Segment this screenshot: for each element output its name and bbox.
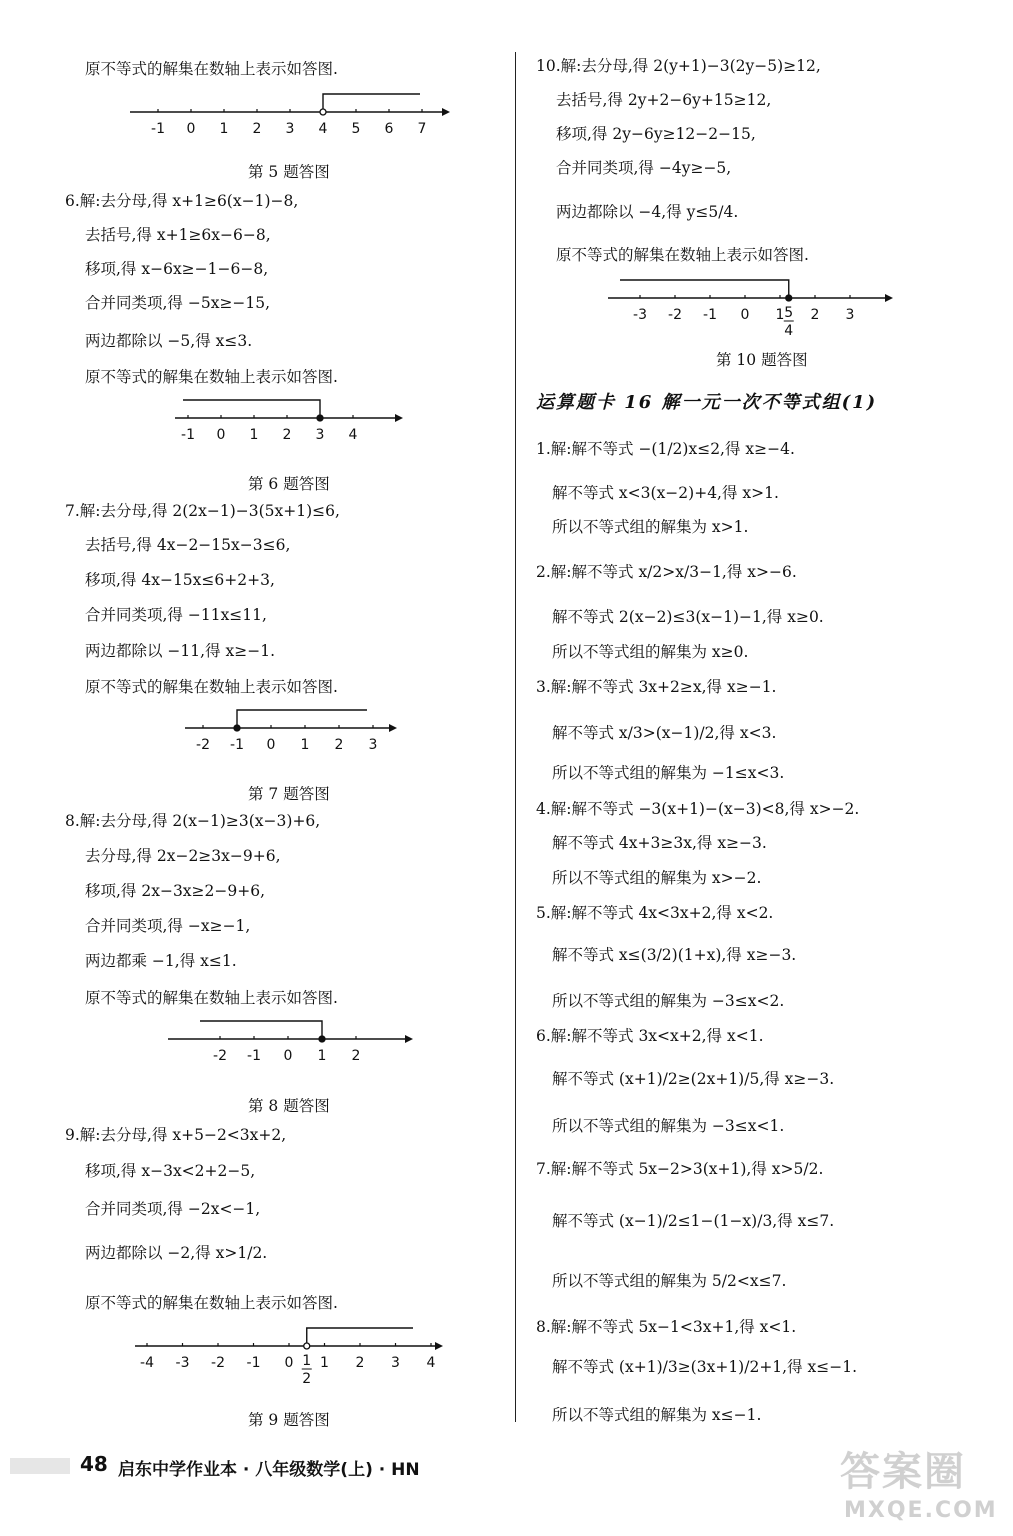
q6-line: 合并同类项,得 −5x≥−15, (85, 294, 271, 312)
footer-decoration (10, 1458, 70, 1474)
tick-label: 5 (351, 121, 361, 137)
answer-line: 解不等式 x<3(x−2)+4,得 x>1. (552, 484, 779, 502)
tick-label: 2 (810, 307, 820, 323)
q10-line: 合并同类项,得 −4y≥−5, (556, 159, 732, 177)
tick-label-fraction (302, 1353, 312, 1387)
q5-intro: 原不等式的解集在数轴上表示如答图. (85, 60, 338, 78)
answer-line: 2.解:解不等式 x/2>x/3−1,得 x>−6. (536, 563, 797, 581)
tick-label: 0 (283, 1048, 293, 1064)
axis-arrow (405, 1035, 413, 1043)
answer-line: 所以不等式组的解集为 −3≤x<2. (552, 992, 785, 1010)
q6-line: 两边都除以 −5,得 x≤3. (85, 332, 253, 350)
tick-label: -3 (175, 1355, 190, 1371)
solution-ray (620, 280, 789, 298)
watermark-url: MXQE.COM (844, 1498, 998, 1523)
tick-label: 0 (216, 427, 226, 443)
closed-endpoint (234, 725, 240, 731)
tick-label: 7 (417, 121, 427, 137)
q9-line: 移项,得 x−3x<2+2−5, (85, 1162, 256, 1180)
answer-line: 所以不等式组的解集为 −1≤x<3. (552, 764, 785, 782)
q6-caption: 第 6 题答图 (248, 475, 330, 493)
axis-arrow (389, 724, 397, 732)
q6-number-line (175, 398, 415, 442)
watermark-text: 答案圈 (840, 1449, 966, 1495)
tick-label: 2 (355, 1355, 365, 1371)
q10-number-line (608, 278, 898, 339)
answer-line: 4.解:解不等式 −3(x+1)−(x−3)<8,得 x>−2. (536, 800, 860, 818)
q8-line: 去分母,得 2x−2≥3x−9+6, (85, 847, 281, 865)
tick-label: -3 (633, 307, 647, 323)
axis-arrow (395, 414, 403, 422)
answer-line: 3.解:解不等式 3x+2≥x,得 x≥−1. (536, 678, 777, 696)
tick-label: 0 (284, 1355, 294, 1371)
tick-label: 0 (266, 737, 276, 753)
q6-line: 移项,得 x−6x≥−1−6−8, (85, 260, 269, 278)
axis-arrow (885, 294, 893, 302)
q6-line: 去括号,得 x+1≥6x−6−8, (85, 226, 271, 244)
q8-line: 移项,得 2x−3x≥2−9+6, (85, 882, 266, 900)
q10-caption: 第 10 题答图 (716, 351, 808, 369)
open-endpoint (304, 1343, 310, 1349)
closed-endpoint (319, 1036, 325, 1042)
answer-line: 6.解:解不等式 3x<x+2,得 x<1. (536, 1027, 764, 1045)
q8-number-line (168, 1019, 418, 1063)
q9-caption: 第 9 题答图 (248, 1411, 330, 1429)
answer-line: 7.解:解不等式 5x−2>3(x+1),得 x>5/2. (536, 1160, 824, 1178)
tick-label: 4 (426, 1355, 436, 1371)
tick-label: -2 (211, 1355, 225, 1371)
answer-line: 解不等式 x/3>(x−1)/2,得 x<3. (552, 724, 777, 742)
tick-label: 1 (300, 737, 310, 753)
tick-label: 1 (219, 121, 229, 137)
open-endpoint (320, 109, 326, 115)
watermark-logo (840, 1440, 1010, 1536)
tick-label: 2 (282, 427, 292, 443)
q8-caption: 第 8 题答图 (248, 1097, 330, 1115)
tick-label: -2 (213, 1048, 227, 1064)
answer-line: 解不等式 4x+3≥3x,得 x≥−3. (552, 834, 767, 852)
q7-line: 原不等式的解集在数轴上表示如答图. (85, 678, 338, 696)
q9-line: 合并同类项,得 −2x<−1, (85, 1200, 261, 1218)
answer-line: 8.解:解不等式 5x−1<3x+1,得 x<1. (536, 1318, 797, 1336)
answer-line: 解不等式 x≤(3/2)(1+x),得 x≥−3. (552, 946, 797, 964)
q8-line: 原不等式的解集在数轴上表示如答图. (85, 989, 338, 1007)
axis-arrow (442, 108, 450, 116)
tick-label: 3 (391, 1355, 400, 1371)
answer-line: 所以不等式组的解集为 x≤−1. (552, 1406, 762, 1424)
q6-line: 6.解:去分母,得 x+1≥6(x−1)−8, (65, 192, 299, 210)
q10-line: 两边都除以 −4,得 y≤5/4. (556, 203, 739, 221)
tick-label: 3 (845, 307, 855, 323)
tick-label: -1 (181, 427, 195, 443)
tick-label: 2 (334, 737, 344, 753)
answer-line: 5.解:解不等式 4x<3x+2,得 x<2. (536, 904, 774, 922)
q9-line: 9.解:去分母,得 x+5−2<3x+2, (65, 1126, 287, 1144)
tick-label: 2 (351, 1048, 361, 1064)
tick-label: 1 (249, 427, 259, 443)
tick-label: -4 (140, 1355, 154, 1371)
answer-line: 所以不等式组的解集为 5/2<x≤7. (552, 1272, 787, 1290)
q8-line: 合并同类项,得 −x≥−1, (85, 917, 251, 935)
q10-line: 10.解:去分母,得 2(y+1)−3(2y−5)≥12, (536, 57, 821, 75)
tick-label: 6 (384, 121, 394, 137)
q8-line: 8.解:去分母,得 2(x−1)≥3(x−3)+6, (65, 812, 321, 830)
tick-label: 3 (285, 121, 295, 137)
tick-label: 1 (320, 1355, 329, 1371)
q10-line: 移项,得 2y−6y≥12−2−15, (556, 125, 756, 143)
svg-text:5: 5 (784, 305, 794, 321)
tick-label: -2 (668, 307, 682, 323)
q7-line: 7.解:去分母,得 2(2x−1)−3(5x+1)≤6, (65, 502, 340, 520)
tick-label-fraction (784, 305, 794, 339)
q7-line: 两边都除以 −11,得 x≥−1. (85, 642, 275, 660)
svg-text:2: 2 (302, 1371, 312, 1387)
tick-label: 0 (740, 307, 750, 323)
page-number: 48 (80, 1452, 108, 1476)
q10-line: 去括号,得 2y+2−6y+15≥12, (556, 91, 772, 109)
svg-text:4: 4 (784, 323, 794, 339)
tick-label: 4 (348, 427, 358, 443)
answer-line: 解不等式 (x+1)/3≥(3x+1)/2+1,得 x≤−1. (552, 1358, 858, 1376)
q7-number-line (185, 708, 405, 752)
q5-caption: 第 5 题答图 (248, 163, 330, 181)
column-divider (515, 52, 516, 1422)
tick-label: -1 (246, 1355, 261, 1371)
q7-line: 移项,得 4x−15x≤6+2+3, (85, 571, 275, 589)
answer-line: 解不等式 2(x−2)≤3(x−1)−1,得 x≥0. (552, 608, 824, 626)
q7-line: 合并同类项,得 −11x≤11, (85, 606, 267, 624)
tick-label: 3 (315, 427, 325, 443)
tick-label: 1 (317, 1048, 327, 1064)
q9-line: 两边都除以 −2,得 x>1/2. (85, 1244, 268, 1262)
tick-label: 4 (318, 121, 328, 137)
answer-line: 1.解:解不等式 −(1/2)x≤2,得 x≥−4. (536, 440, 795, 458)
q9-line: 原不等式的解集在数轴上表示如答图. (85, 1294, 338, 1312)
q5-number-line (130, 92, 460, 136)
answer-line: 所以不等式组的解集为 x>1. (552, 518, 749, 536)
answer-line: 所以不等式组的解集为 −3≤x<1. (552, 1117, 785, 1135)
tick-label: -1 (703, 307, 717, 323)
section-heading: 运算题卡 16 解一元一次不等式组(1) (536, 392, 878, 413)
closed-endpoint (317, 415, 323, 421)
solution-ray (200, 1021, 322, 1039)
tick-label: 3 (368, 737, 378, 753)
q10-line: 原不等式的解集在数轴上表示如答图. (556, 246, 809, 264)
axis-arrow (435, 1342, 443, 1350)
answer-line: 所以不等式组的解集为 x≥0. (552, 643, 749, 661)
q8-line: 两边都乘 −1,得 x≤1. (85, 952, 237, 970)
closed-endpoint (786, 295, 792, 301)
solution-ray (183, 400, 320, 418)
solution-ray (323, 94, 420, 112)
book-title: 启东中学作业本 · 八年级数学(上) · HN (118, 1460, 420, 1480)
tick-label: -1 (230, 737, 244, 753)
q9-number-line (135, 1326, 450, 1387)
svg-text:1: 1 (302, 1353, 312, 1369)
q7-caption: 第 7 题答图 (248, 785, 330, 803)
tick-label: 1 (775, 307, 785, 323)
tick-label: -1 (151, 121, 165, 137)
answer-line: 解不等式 (x+1)/2≥(2x+1)/5,得 x≥−3. (552, 1070, 835, 1088)
answer-line: 解不等式 (x−1)/2≤1−(1−x)/3,得 x≤7. (552, 1212, 835, 1230)
solution-ray (237, 710, 367, 728)
tick-label: -1 (247, 1048, 261, 1064)
q7-line: 去括号,得 4x−2−15x−3≤6, (85, 536, 291, 554)
tick-label: 0 (186, 121, 196, 137)
answer-line: 所以不等式组的解集为 x>−2. (552, 869, 762, 887)
q6-line: 原不等式的解集在数轴上表示如答图. (85, 368, 338, 386)
tick-label: -2 (196, 737, 210, 753)
tick-label: 2 (252, 121, 262, 137)
